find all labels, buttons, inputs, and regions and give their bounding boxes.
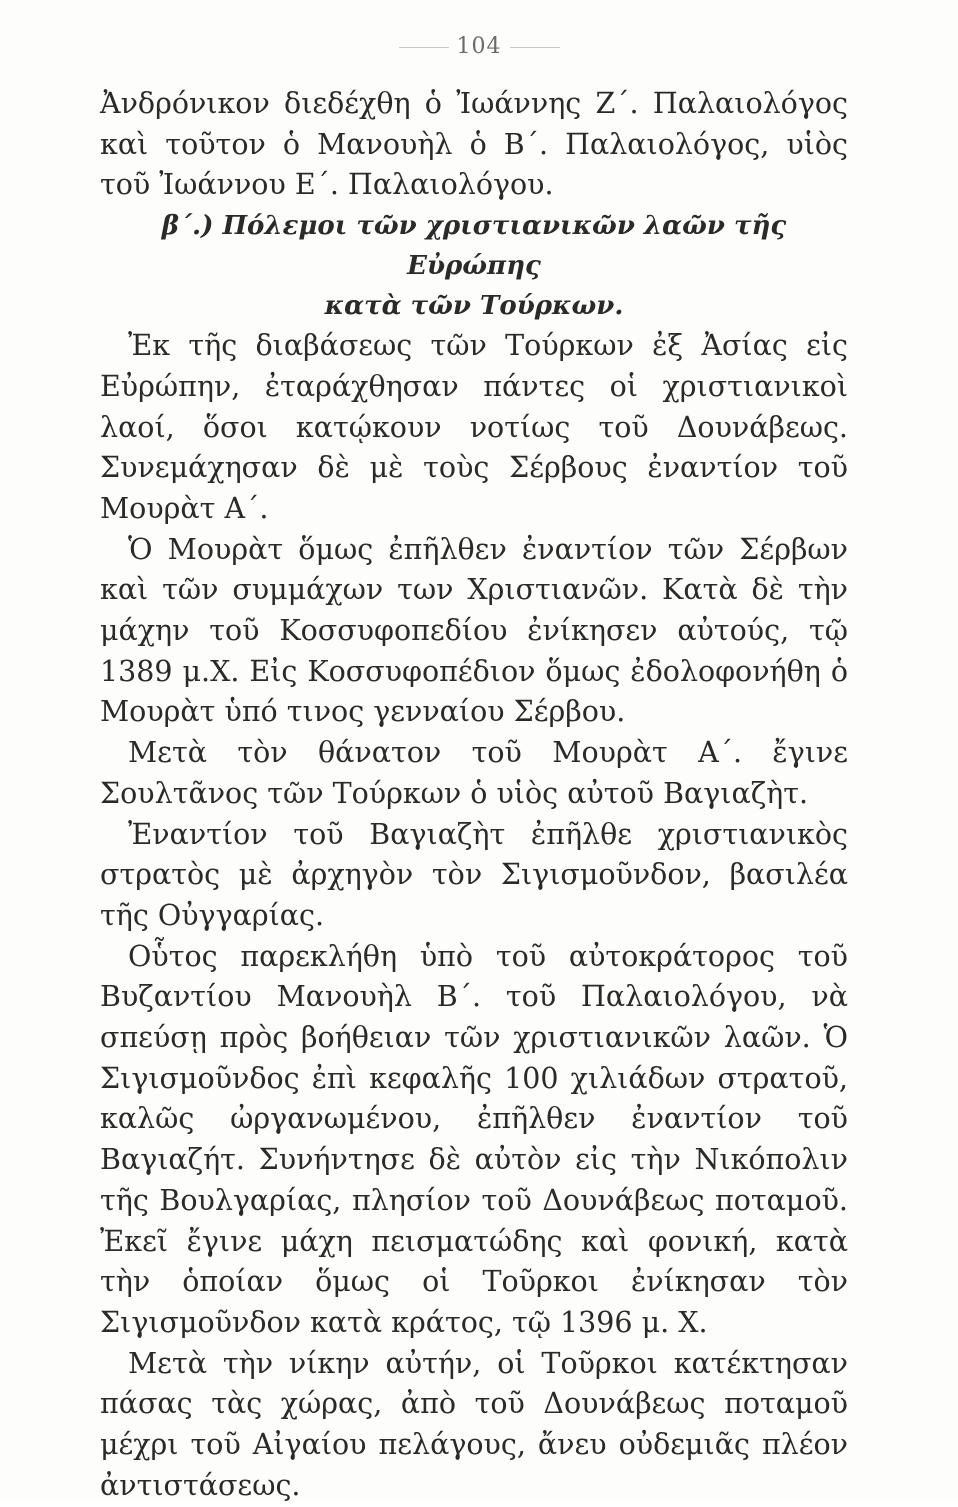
section-label: β΄.) [161, 211, 214, 242]
page-number-header [0, 34, 958, 59]
section-title-line-1: Πόλεμοι τῶν χριστιανικῶν λαῶν τῆς Εὐρώπης [222, 211, 787, 282]
page-number: 104 [456, 34, 502, 59]
section-title-line-2: κατὰ τῶν Τούρκων. [324, 291, 624, 322]
paragraph-3: Μετὰ τὸν θάνατον τοῦ Μουρὰτ Α΄. ἔγινε Σουλτᾶνος τῶν Τούρκων ὁ υἱὸς αὐτοῦ Βαγιαζὴτ. [100, 736, 848, 810]
paragraph-2: Ὁ Μουρὰτ ὅμως ἐπῆλθεν ἐναντίον τῶν Σέρβων καὶ τῶν συμμάχων των Χριστιανῶν. Κατὰ δὲ τὴν μάχην τοῦ Κοσσυφοπεδίου ἐνίκησεν αὐτούς, τῷ 1389 μ.Χ. Εἰς Κοσσυφοπέδιον ὅμως ἐδολοφονήθη ὁ Μουρὰτ ὑπό τινος γενναίου Σέρβου. [100, 532, 848, 729]
paragraph-6: Μετὰ τὴν νίκην αὐτήν, οἱ Τοῦρκοι κατέκτησαν πάσας τὰς χώρας, ἀπὸ τοῦ Δουνάβεως ποταμοῦ μέχρι τοῦ Αἰγαίου πελάγους, ἄνευ οὐδεμιᾶς πλέον ἀντιστάσεως. [100, 1346, 848, 1502]
paragraph-1: Ἐκ τῆς διαβάσεως τῶν Τούρκων ἐξ Ἀσίας εἰς Εὐρώπην, ἐταράχθησαν πάντες οἱ χριστιανικοὶ λαοί, ὅσοι κατῴκουν νοτίως τοῦ Δουνάβεως. Συνεμάχησαν δὲ μὲ τοὺς Σέρβους ἐναντίον τοῦ Μουρὰτ Α΄. [100, 329, 848, 525]
paragraph-5: Οὗτος παρεκλήθη ὑπὸ τοῦ αὐτοκράτορος τοῦ Βυζαντίου Μανουὴλ Β΄. τοῦ Παλαιολόγου, νὰ σπεύσῃ πρὸς βοήθειαν τῶν χριστιανικῶν λαῶν. Ὁ Σιγισμοῦνδος ἐπὶ κεφαλῆς 100 χιλιάδων στρατοῦ, καλῶς ὠργανωμένου, ἐπῆλθεν ἐναντίον τοῦ Βαγιαζήτ. Συνήντησε δὲ αὐτὸν εἰς τὴν Νικόπολιν τῆς Βουλγαρίας, πλησίον τοῦ Δουνάβεως ποταμοῦ. Ἐκεῖ ἔγινε μάχη πεισματώδης καὶ φονική, κατὰ τὴν ὁποίαν ὅμως οἱ Τοῦρκοι ἐνίκησαν τὸν Σιγισμοῦνδον κατὰ κράτος, τῷ 1396 μ. Χ. [100, 939, 848, 1339]
section-heading [100, 206, 848, 326]
right-rule [510, 47, 560, 48]
body-text [100, 84, 848, 1507]
intro-paragraph: Ἀνδρόνικον διεδέχθη ὁ Ἰωάννης Ζ΄. Παλαιολόγος καὶ τοῦτον ὁ Μανουὴλ ὁ Β΄. Παλαιολόγος, υἱὸς τοῦ Ἰωάννου Ε΄. Παλαιολόγου. [100, 87, 848, 202]
left-rule [399, 47, 449, 48]
paragraph-4: Ἐναντίον τοῦ Βαγιαζὴτ ἐπῆλθε χριστιανικὸς στρατὸς μὲ ἀρχηγὸν τὸν Σιγισμοῦνδον, βασιλέα τῆς Οὐγγαρίας. [100, 817, 848, 932]
